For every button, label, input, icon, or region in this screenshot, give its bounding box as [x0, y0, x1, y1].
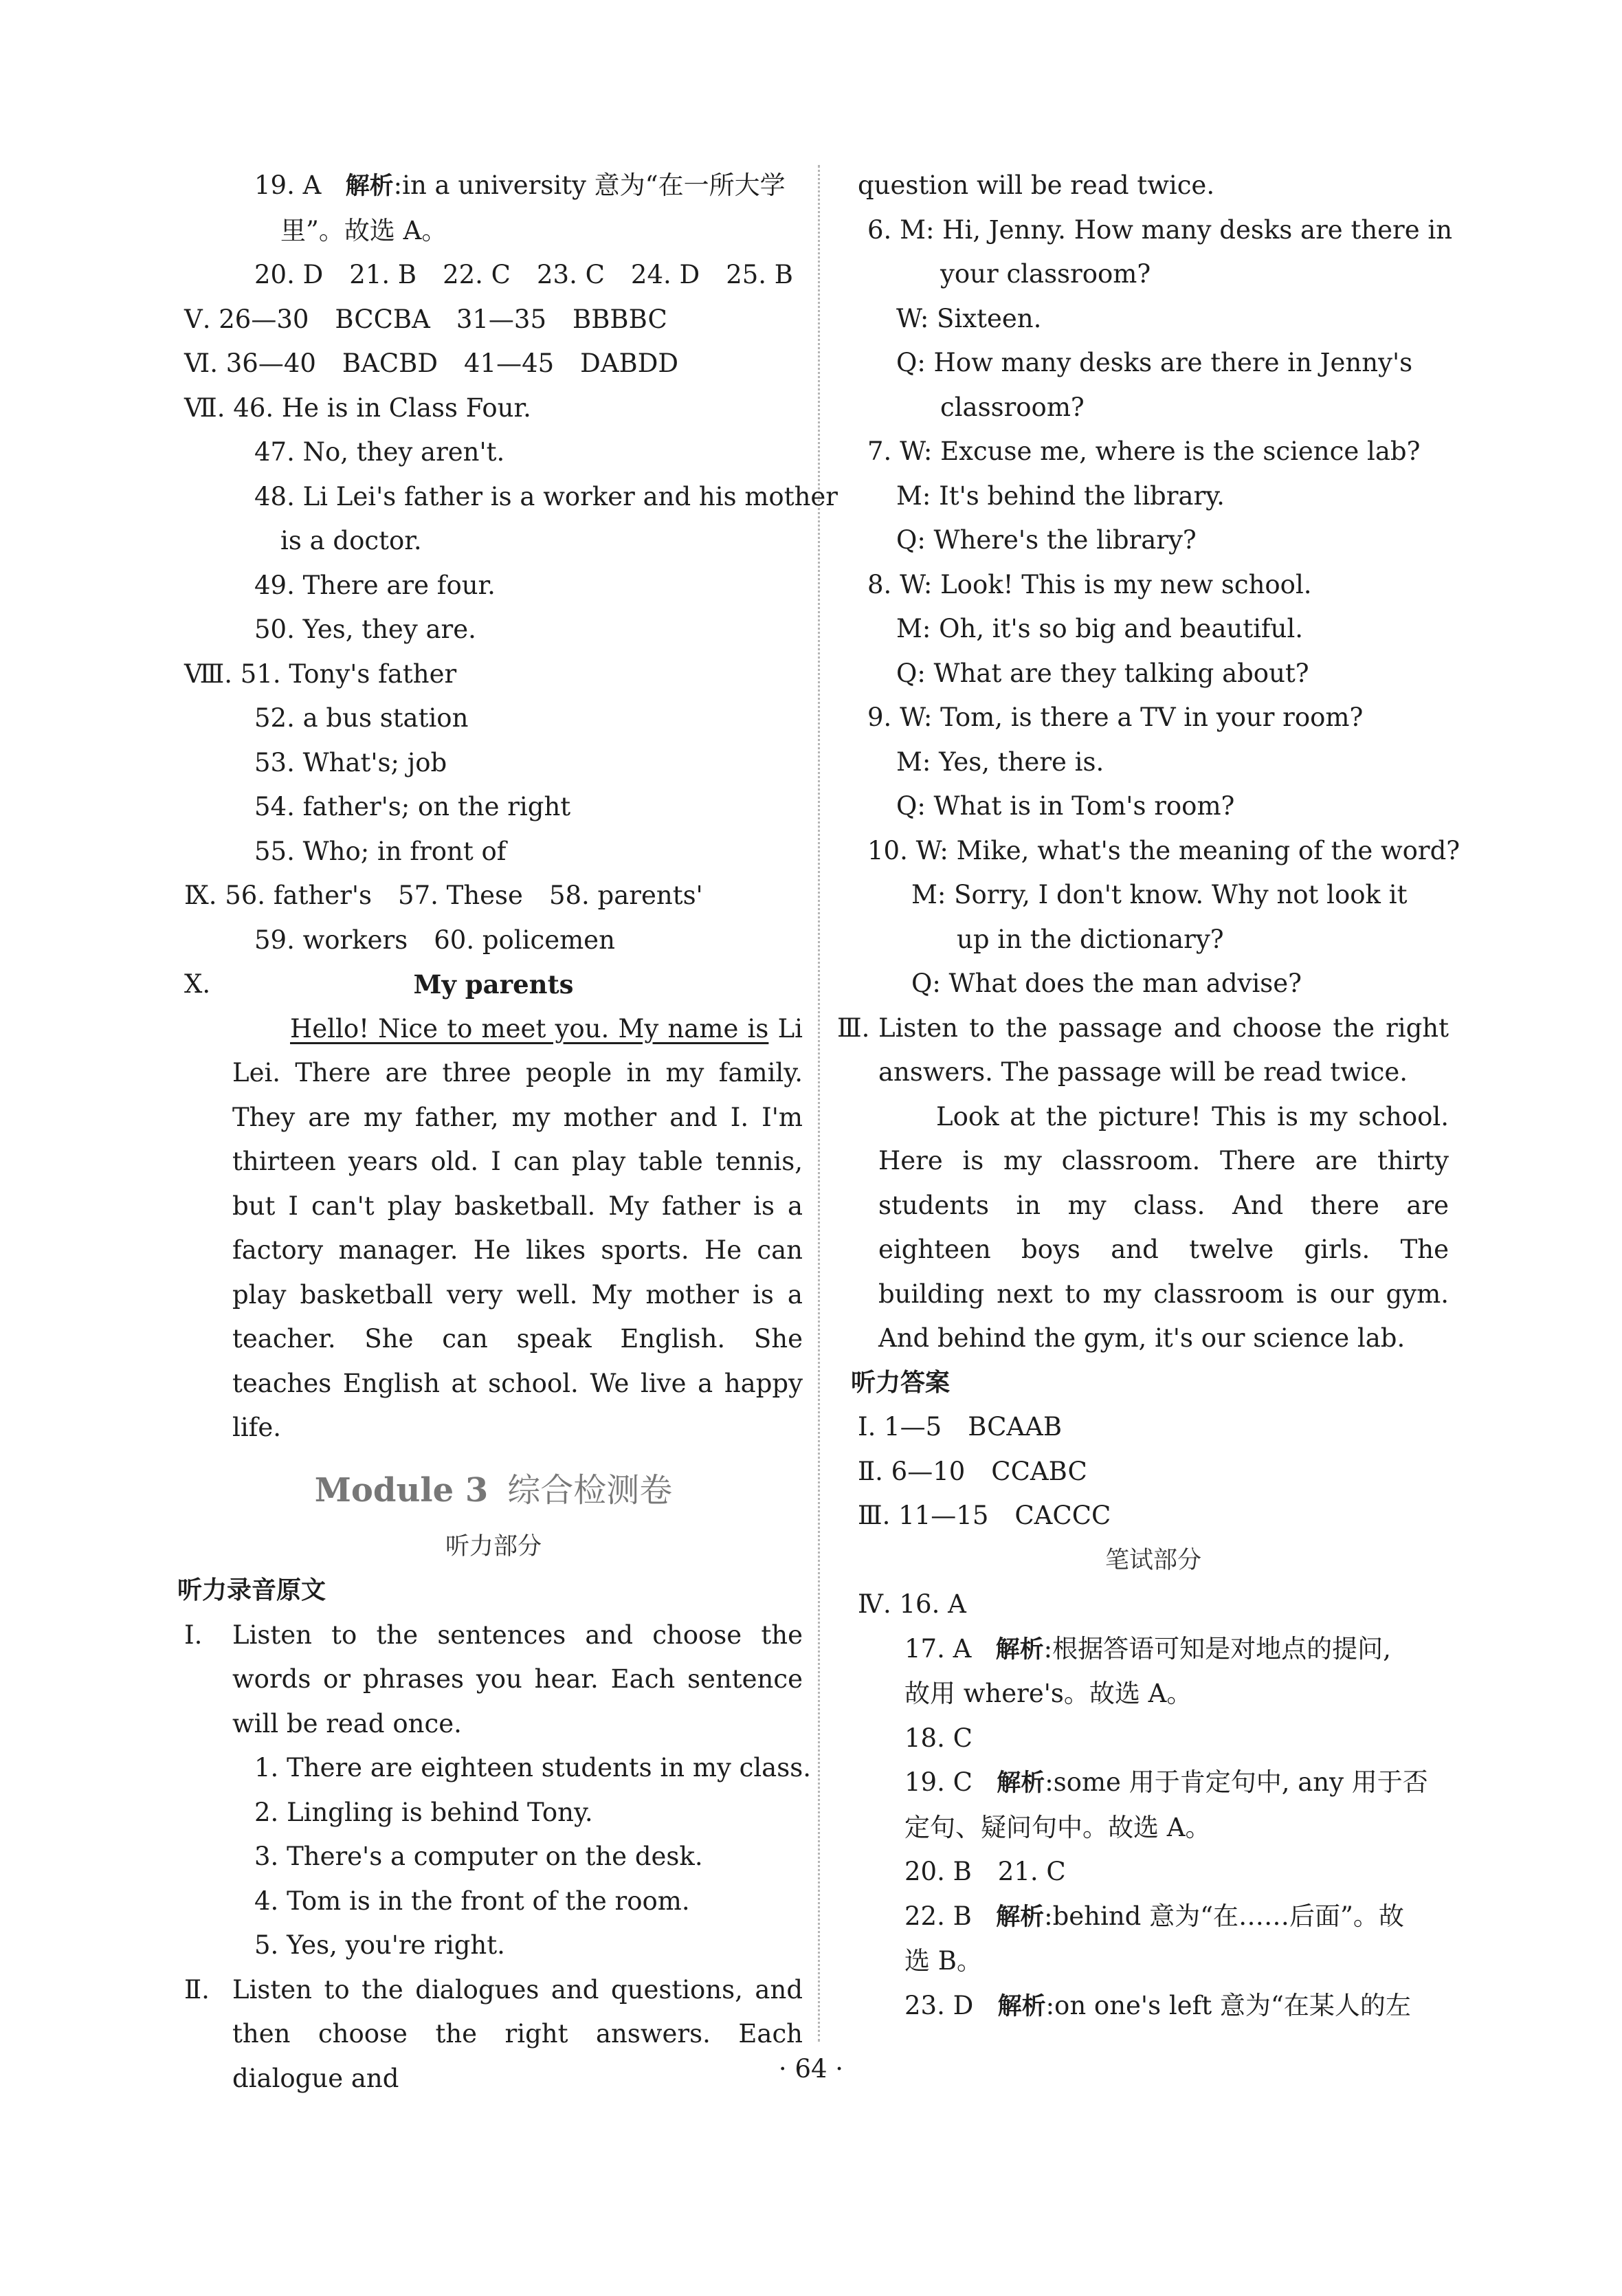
answers-20-25: 20. D 21. B 22. C 23. C 24. D 25. B [254, 260, 793, 289]
analysis-label: 解析 [997, 1769, 1045, 1797]
left-column [177, 164, 838, 2101]
dialogue-8-q: Q: What are they talking about? [896, 658, 1309, 688]
listen-answers-2: Ⅱ. 6—10 CCABC [858, 1456, 1087, 1486]
listening-part-heading: 听力部分 [445, 1532, 542, 1560]
answers-56-58: Ⅸ. 56. father's 57. These 58. parents' [184, 881, 703, 910]
answers-36-45: Ⅵ. 36—40 BACBD 41—45 DABDD [184, 349, 679, 378]
answer-52: 52. a bus station [254, 703, 469, 733]
written-19-cont: 定句、疑问句中。故选 A。 [904, 1812, 1211, 1842]
section-3: Ⅲ. Listen to the passage and choose the right answers. The passage will be read twice. [837, 1013, 1449, 1087]
dialogue-9-m: M: Yes, there is. [896, 747, 1104, 777]
written-19: 19. C 解析:some 用于肯定句中, any 用于否 [904, 1767, 1428, 1797]
answers-26-35: Ⅴ. 26—30 BCCBA 31—35 BBBBC [184, 304, 667, 334]
script-heading: 听力录音原文 [177, 1576, 326, 1604]
written-20-21: 20. B 21. C [904, 1857, 1066, 1886]
passage: Look at the picture! This is my school. Here is my classroom. There are thirty students in my class. And there are eighteen boys and twelve girls. The building next to my classroom is our gym. And behind the gym, it's our science lab. [878, 1101, 1449, 1353]
answer-51: Ⅷ. 51. Tony's father [184, 659, 457, 689]
dialogue-10-m-cont: up in the dictionary? [957, 924, 1224, 954]
dialogue-9-q: Q: What is in Tom's room? [896, 791, 1235, 821]
sentence-3: 3. There's a computer on the desk. [254, 1842, 703, 1871]
written-17: 17. A 解析:根据答语可知是对地点的提问, [904, 1633, 1391, 1664]
answer-19: 19. A 解析:in a university 意为“在一所大学 [254, 170, 786, 200]
answer-48: 48. Li Lei's father is a worker and his mother [254, 481, 838, 511]
section-2-cont: question will be read twice. [858, 170, 1215, 200]
answer-47: 47. No, they aren't. [254, 437, 505, 467]
answer-50: 50. Yes, they are. [254, 615, 476, 644]
dialogue-6-q-cont: classroom? [940, 392, 1085, 422]
analysis-label: 解析 [995, 1635, 1044, 1664]
listen-answers-1: Ⅰ. 1—5 BCAAB [858, 1412, 1063, 1442]
written-22: 22. B 解析:behind 意为“在……后面”。故 [904, 1901, 1404, 1931]
answer-49: 49. There are four. [254, 570, 496, 600]
written-23: 23. D 解析:on one's left 意为“在某人的左 [904, 1990, 1411, 2020]
page-number: · 64 · [778, 2054, 844, 2084]
analysis-label: 解析 [996, 1903, 1045, 1931]
listen-answers-3: Ⅲ. 11—15 CACCC [858, 1501, 1111, 1530]
dialogue-8: 8. W: Look! This is my new school. [867, 569, 1312, 599]
answer-53: 53. What's; job [254, 747, 447, 777]
answer-19-cont: 里”。故选 A。 [280, 215, 447, 245]
sentence-1: 1. There are eighteen students in my class. [254, 1753, 811, 1782]
section-1: Ⅰ. Listen to the sentences and choose the words or phrases you hear. Each sentence will be read once. [184, 1620, 803, 1738]
dialogue-10-m: M: Sorry, I don't know. Why not look it [911, 880, 1408, 909]
written-part-heading: 笔试部分 [1104, 1546, 1201, 1574]
sentence-2: 2. Lingling is behind Tony. [254, 1797, 593, 1827]
written-16: Ⅳ. 16. A [858, 1589, 966, 1619]
analysis-label: 解析 [345, 173, 394, 200]
answer-48-cont: is a doctor. [280, 526, 422, 555]
dialogue-6-cont: your classroom? [940, 259, 1151, 289]
dialogue-10: 10. W: Mike, what's the meaning of the word? [867, 835, 1460, 865]
answer-heading: 听力答案 [851, 1368, 951, 1397]
analysis-label: 解析 [997, 1992, 1046, 2020]
dialogue-6-w: W: Sixteen. [896, 303, 1042, 333]
written-18: 18. C [904, 1723, 973, 1753]
dialogue-6: 6. M: Hi, Jenny. How many desks are there in [867, 214, 1453, 245]
dialogue-7-m: M: It's behind the library. [896, 481, 1225, 511]
dialogue-8-m: M: Oh, it's so big and beautiful. [896, 614, 1304, 643]
dialogue-7: 7. W: Excuse me, where is the science lab? [867, 437, 1421, 466]
right-column [837, 164, 1460, 2029]
section-2: Ⅱ. Listen to the dialogues and questions, and then choose the right answers. Each dialogue and [184, 1974, 803, 2093]
sentence-5: 5. Yes, you're right. [254, 1930, 505, 1960]
essay-title: My parents [413, 969, 574, 1000]
essay-underlined: Hello! Nice to meet you. My name is [290, 1013, 769, 1044]
answer-54: 54. father's; on the right [254, 792, 571, 821]
dialogue-9: 9. W: Tom, is there a TV in your room? [867, 703, 1364, 732]
column-divider [818, 165, 820, 2042]
dialogue-10-q: Q: What does the man advise? [911, 969, 1302, 998]
answer-46: Ⅶ. 46. He is in Class Four. [184, 393, 531, 423]
written-22-cont: 选 B。 [904, 1946, 982, 1976]
dialogue-7-q: Q: Where's the library? [896, 525, 1197, 555]
written-17-cont: 故用 where's。故选 A。 [904, 1679, 1192, 1708]
module-title: Module 3 综合检测卷 [314, 1470, 673, 1510]
sentence-4: 4. Tom is in the front of the room. [254, 1886, 690, 1916]
essay-body: Hello! Nice to meet you. My name is Li Lei. There are three people in my family. They are my father, my mother and I. I'm thirteen years old. I can play table tennis, but I can't play basketball. My father is a factory manager. He likes sports. He can play basketball very well. My mother is a teacher. She can speak English. She teaches English at school. We live a happy life. [232, 1013, 803, 1442]
answers-59-60: 59. workers 60. policemen [254, 925, 615, 955]
essay-title-row: Ⅹ. My parents [184, 962, 803, 1007]
dialogue-6-q: Q: How many desks are there in Jenny's [896, 348, 1413, 377]
answer-55: 55. Who; in front of [254, 836, 507, 866]
